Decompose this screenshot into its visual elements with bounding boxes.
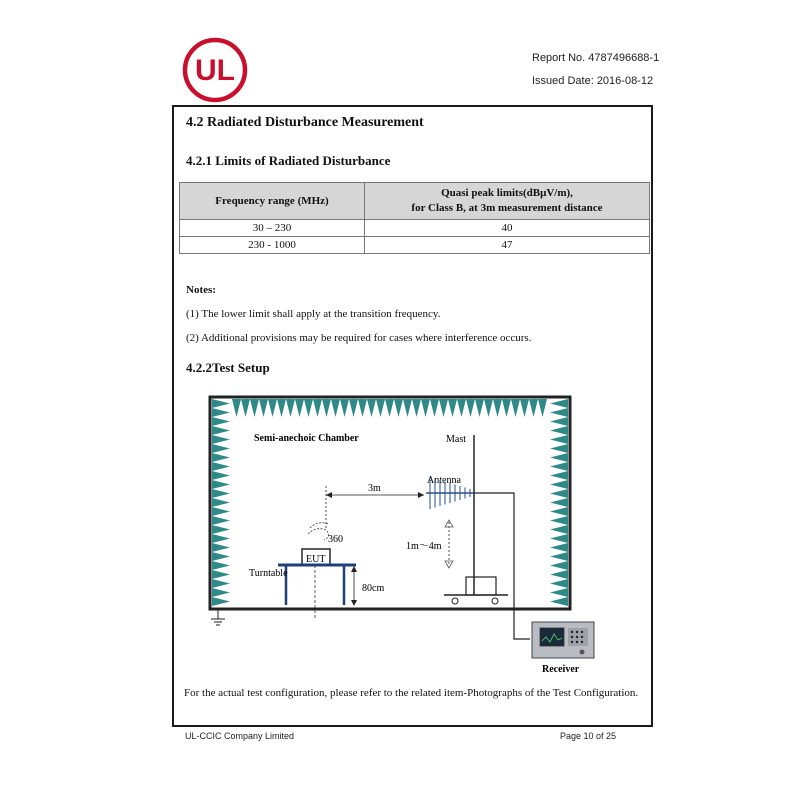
eut-label: EUT: [306, 554, 326, 565]
note-item: (1) The lower limit shall apply at the transition frequency.: [186, 308, 441, 320]
limits-table: [179, 182, 650, 254]
report-number: Report No. 4787496688-1: [532, 52, 660, 64]
content-frame: [172, 105, 653, 727]
svg-text:UL: UL: [195, 54, 235, 87]
setup-title: 4.2.2Test Setup: [186, 360, 270, 375]
range-cell: 230 - 1000: [180, 237, 365, 254]
mast-label: Mast: [446, 434, 466, 445]
limits-title: 4.2.1 Limits of Radiated Disturbance: [186, 153, 391, 168]
setup-note: For the actual test configuration, please refer to the related item-Photographs of the Test Configuration.: [184, 687, 639, 699]
limits-header-frequency: Frequency range (MHz): [180, 183, 365, 220]
table-row: [180, 237, 650, 254]
turntable-label: Turntable: [249, 568, 288, 579]
footer-company: UL-CCIC Company Limited: [185, 731, 295, 741]
limits-header-qp-line2: for Class B, at 3m measurement distance: [411, 202, 603, 214]
limit-cell: 47: [365, 237, 650, 254]
receiver-label: Receiver: [542, 664, 580, 675]
footer-page: Page 10 of 25: [560, 731, 617, 741]
issued-date: Issued Date: 2016-08-12: [532, 75, 654, 87]
note-item: (2) Additional provisions may be required for cases where interference occurs.: [186, 332, 532, 344]
limit-cell: 40: [365, 220, 650, 237]
antenna-label: Antenna: [427, 475, 461, 486]
distance-label: 3m: [368, 483, 381, 494]
table-height-label: 80cm: [362, 583, 385, 594]
chamber-label: Semi-anechoic Chamber: [254, 433, 359, 444]
notes-title: Notes:: [186, 284, 216, 296]
limits-header-qp: [365, 183, 650, 220]
table-row: [180, 220, 650, 237]
receiver-device: [532, 622, 594, 658]
test-setup-diagram: [174, 387, 655, 687]
range-cell: 30 – 230: [180, 220, 365, 237]
ul-logo: [182, 37, 248, 103]
rotation-label: 360: [328, 534, 343, 545]
height-range-label: 1m～4m: [406, 541, 442, 552]
section-title: 4.2 Radiated Disturbance Measurement: [186, 115, 424, 130]
limits-header-qp-line1: Quasi peak limits(dBμV/m),: [441, 187, 573, 199]
report-meta: [532, 52, 772, 98]
